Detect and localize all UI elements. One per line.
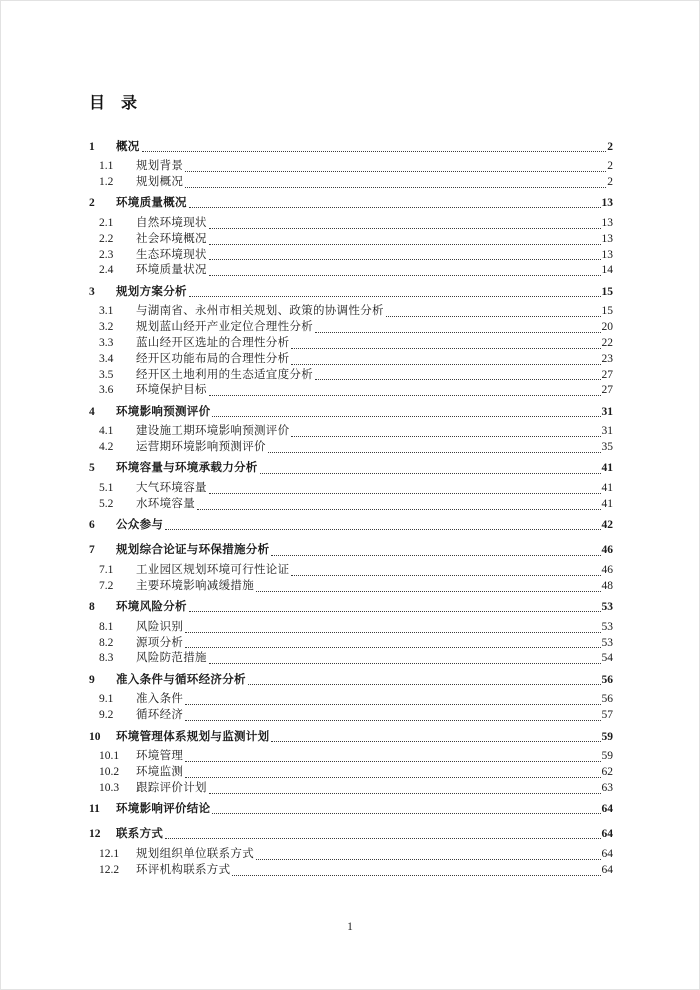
toc-entry-page-number: 2 bbox=[607, 140, 613, 153]
toc-entry-number: 4 bbox=[89, 405, 95, 418]
toc-entry-number: 2.2 bbox=[99, 232, 114, 245]
toc-entry-page-number: 15 bbox=[601, 285, 613, 298]
toc-entry-page-number: 13 bbox=[601, 197, 613, 210]
toc-entry-title: 环境管理 bbox=[136, 750, 184, 763]
toc-entry-title: 运营期环境影响预测评价 bbox=[136, 441, 266, 454]
toc-entry-title: 经开区功能布局的合理性分析 bbox=[136, 352, 290, 365]
toc-entry-page-number: 63 bbox=[601, 781, 613, 794]
toc-entry-page-number: 20 bbox=[601, 321, 613, 334]
toc-dotted-leader bbox=[197, 509, 601, 510]
toc-dotted-leader bbox=[185, 761, 600, 762]
toc-entry-page-number: 31 bbox=[601, 405, 613, 418]
toc-entry-title: 环境管理体系规划与监测计划 bbox=[116, 730, 270, 743]
toc-dotted-leader bbox=[185, 171, 606, 172]
toc-dotted-leader bbox=[271, 741, 600, 742]
toc-dotted-leader bbox=[232, 875, 600, 876]
toc-dotted-leader bbox=[271, 555, 600, 556]
toc-dotted-leader bbox=[256, 859, 601, 860]
toc-entry-number: 4.2 bbox=[99, 441, 114, 454]
toc-entry-8.2[interactable] bbox=[89, 636, 613, 652]
toc-entry-number: 2.3 bbox=[99, 248, 114, 261]
toc-dotted-leader bbox=[209, 395, 601, 396]
toc-entry-page-number: 42 bbox=[601, 519, 613, 532]
toc-entry-title: 源项分析 bbox=[136, 636, 184, 649]
toc-entry-title: 环境影响预测评价 bbox=[116, 405, 211, 418]
toc-entry-number: 1 bbox=[89, 140, 95, 153]
toc-entry-5[interactable] bbox=[89, 460, 613, 476]
toc-entry-title: 环境影响评价结论 bbox=[116, 803, 211, 816]
toc-entry-number: 6 bbox=[89, 519, 95, 532]
toc-entry-3.6[interactable] bbox=[89, 383, 613, 399]
toc-entry-12[interactable] bbox=[89, 826, 613, 842]
footer-page-number: 1 bbox=[347, 921, 353, 933]
toc-dotted-leader bbox=[209, 275, 601, 276]
toc-entry-5.1[interactable] bbox=[89, 481, 613, 497]
toc-entry-page-number: 15 bbox=[601, 305, 613, 318]
toc-entry-number: 1.2 bbox=[99, 175, 114, 188]
toc-dotted-leader bbox=[268, 452, 601, 453]
toc-entry-page-number: 31 bbox=[601, 425, 613, 438]
toc-entry-number: 1.1 bbox=[99, 160, 114, 173]
toc-dotted-leader bbox=[185, 632, 600, 633]
toc-entry-title: 水环境容量 bbox=[136, 497, 195, 510]
toc-entry-number: 10.2 bbox=[99, 766, 120, 778]
toc-entry-number: 9 bbox=[89, 673, 95, 686]
toc-entry-10.3[interactable] bbox=[89, 781, 613, 797]
toc-entry-page-number: 22 bbox=[601, 336, 613, 349]
toc-entry-9.2[interactable] bbox=[89, 708, 613, 724]
toc-entry-title: 风险识别 bbox=[136, 620, 184, 633]
toc-entry-page-number: 41 bbox=[601, 497, 613, 510]
toc-dotted-leader bbox=[209, 228, 601, 229]
toc-entry-number: 9.1 bbox=[99, 693, 114, 706]
toc-entry-title: 风险防范措施 bbox=[136, 652, 207, 665]
toc-entry-page-number: 64 bbox=[601, 803, 613, 816]
toc-dotted-leader bbox=[142, 151, 607, 152]
toc-entry-3.3[interactable] bbox=[89, 336, 613, 352]
toc-dotted-leader bbox=[185, 187, 606, 188]
toc-entry-number: 10.3 bbox=[99, 781, 120, 794]
toc-entry-number: 10.1 bbox=[99, 750, 120, 763]
toc-entry-3.5[interactable] bbox=[89, 368, 613, 384]
toc-entry-title: 工业园区规划环境可行性论证 bbox=[136, 564, 290, 577]
toc-entry-number: 5.1 bbox=[99, 482, 114, 495]
toc-entry-1.2[interactable] bbox=[89, 175, 613, 191]
toc-entry-number: 3.3 bbox=[99, 336, 114, 349]
toc-dotted-leader bbox=[291, 575, 600, 576]
toc-entry-page-number: 62 bbox=[601, 766, 613, 778]
toc-dotted-leader bbox=[189, 611, 601, 612]
toc-entry-title: 准入条件与循环经济分析 bbox=[116, 673, 246, 686]
toc-entry-10.2[interactable] bbox=[89, 765, 613, 781]
toc-entry-title: 概况 bbox=[116, 140, 140, 153]
toc-entry-page-number: 14 bbox=[601, 264, 613, 277]
toc-entry-page-number: 64 bbox=[601, 828, 613, 841]
toc-entry-number: 3.2 bbox=[99, 321, 114, 334]
toc-entry-number: 5 bbox=[89, 462, 95, 475]
toc-entry-title: 规划方案分析 bbox=[116, 285, 187, 298]
toc-entry-page-number: 13 bbox=[601, 232, 613, 245]
toc-entry-number: 7 bbox=[89, 544, 95, 557]
toc-entry-number: 2.4 bbox=[99, 264, 114, 277]
toc-dotted-leader bbox=[185, 777, 600, 778]
toc-dotted-leader bbox=[209, 244, 601, 245]
toc-entry-number: 3 bbox=[89, 285, 95, 298]
toc-entry-title: 环境保护目标 bbox=[136, 384, 207, 397]
toc-entry-page-number: 23 bbox=[601, 352, 613, 365]
toc-entry-page-number: 59 bbox=[601, 750, 613, 763]
toc-entry-3.2[interactable] bbox=[89, 320, 613, 336]
toc-dotted-leader bbox=[212, 416, 600, 417]
toc-dotted-leader bbox=[248, 684, 601, 685]
toc-entry-page-number: 41 bbox=[601, 462, 613, 475]
toc-entry-7.1[interactable] bbox=[89, 563, 613, 579]
toc-title: 目 录 bbox=[89, 95, 138, 112]
toc-entry-page-number: 56 bbox=[601, 693, 613, 706]
toc-entry-page-number: 48 bbox=[601, 579, 613, 592]
toc-dotted-leader bbox=[189, 296, 601, 297]
toc-entry-page-number: 46 bbox=[601, 564, 613, 577]
toc-entry-number: 8 bbox=[89, 601, 95, 614]
toc-entry-title: 蓝山经开区选址的合理性分析 bbox=[136, 336, 290, 349]
toc-entry-number: 8.1 bbox=[99, 620, 114, 633]
toc-entry-page-number: 27 bbox=[601, 368, 613, 381]
toc-entry-2[interactable] bbox=[89, 195, 613, 211]
toc-dotted-leader bbox=[315, 379, 601, 380]
toc-entry-number: 9.2 bbox=[99, 709, 114, 722]
toc-entry-number: 12.1 bbox=[99, 847, 120, 860]
toc-entry-2.4[interactable] bbox=[89, 263, 613, 279]
toc-entry-10[interactable] bbox=[89, 729, 613, 745]
toc-dotted-leader bbox=[165, 529, 600, 530]
toc-entry-number: 12.2 bbox=[99, 863, 120, 876]
toc-entry-page-number: 59 bbox=[601, 730, 613, 743]
toc-entry-number: 3.6 bbox=[99, 384, 114, 397]
toc-entry-title: 社会环境概况 bbox=[136, 232, 207, 245]
toc-entry-page-number: 13 bbox=[601, 248, 613, 261]
toc-entry-number: 11 bbox=[89, 803, 100, 816]
toc-entry-title: 与湖南省、永州市相关规划、政策的协调性分析 bbox=[136, 305, 384, 318]
toc-entry-title: 规划组织单位联系方式 bbox=[136, 847, 254, 860]
toc-entry-page-number: 53 bbox=[601, 636, 613, 649]
toc-entry-number: 3.5 bbox=[99, 368, 114, 381]
toc-dotted-leader bbox=[209, 793, 601, 794]
toc-entry-title: 准入条件 bbox=[136, 693, 184, 706]
toc-entry-title: 跟踪评价计划 bbox=[136, 781, 207, 794]
toc-entry-page-number: 64 bbox=[601, 847, 613, 860]
toc-entry-number: 7.1 bbox=[99, 564, 114, 577]
toc-entry-number: 10 bbox=[89, 730, 101, 743]
toc-dotted-leader bbox=[315, 332, 601, 333]
page-footer bbox=[1, 921, 699, 933]
toc-entry-number: 2.1 bbox=[99, 216, 114, 229]
toc-entry-4.1[interactable] bbox=[89, 424, 613, 440]
toc-list bbox=[89, 134, 613, 879]
toc-entry-title: 规划概况 bbox=[136, 175, 184, 188]
toc-entry-title: 环境容量与环境承载力分析 bbox=[116, 462, 258, 475]
toc-entry-page-number: 2 bbox=[607, 160, 613, 173]
toc-entry-title: 生态环境现状 bbox=[136, 248, 207, 261]
toc-entry-page-number: 2 bbox=[607, 175, 613, 188]
toc-dotted-leader bbox=[185, 720, 600, 721]
toc-dotted-leader bbox=[185, 704, 600, 705]
toc-entry-8.3[interactable] bbox=[89, 651, 613, 667]
toc-entry-title: 主要环境影响减缓措施 bbox=[136, 579, 254, 592]
toc-dotted-leader bbox=[256, 591, 601, 592]
toc-dotted-leader bbox=[212, 813, 600, 814]
toc-entry-2.2[interactable] bbox=[89, 232, 613, 248]
toc-dotted-leader bbox=[185, 647, 600, 648]
toc-entry-page-number: 56 bbox=[601, 673, 613, 686]
toc-entry-1.1[interactable] bbox=[89, 159, 613, 175]
toc-entry-page-number: 64 bbox=[601, 863, 613, 876]
toc-entry-title: 大气环境容量 bbox=[136, 482, 207, 495]
toc-entry-11[interactable] bbox=[89, 801, 613, 817]
toc-dotted-leader bbox=[386, 316, 601, 317]
toc-entry-10.1[interactable] bbox=[89, 749, 613, 765]
toc-entry-title: 规划蓝山经开产业定位合理性分析 bbox=[136, 321, 313, 334]
toc-entry-number: 5.2 bbox=[99, 497, 114, 510]
toc-dotted-leader bbox=[189, 207, 601, 208]
toc-entry-4.2[interactable] bbox=[89, 440, 613, 456]
toc-entry-9[interactable] bbox=[89, 672, 613, 688]
toc-entry-5.2[interactable] bbox=[89, 497, 613, 513]
toc-entry-title: 环境监测 bbox=[136, 766, 184, 778]
toc-entry-1[interactable] bbox=[89, 139, 613, 155]
toc-entry-number: 4.1 bbox=[99, 425, 114, 438]
toc-entry-page-number: 35 bbox=[601, 441, 613, 454]
toc-dotted-leader bbox=[209, 259, 601, 260]
toc-entry-9.1[interactable] bbox=[89, 692, 613, 708]
toc-entry-4[interactable] bbox=[89, 404, 613, 420]
toc-dotted-leader bbox=[209, 663, 601, 664]
toc-entry-title: 循环经济 bbox=[136, 709, 184, 722]
toc-entry-page-number: 13 bbox=[601, 216, 613, 229]
toc-entry-number: 7.2 bbox=[99, 579, 114, 592]
toc-entry-page-number: 54 bbox=[601, 652, 613, 665]
toc-entry-page-number: 53 bbox=[601, 620, 613, 633]
toc-entry-title: 自然环境现状 bbox=[136, 216, 207, 229]
toc-entry-title: 联系方式 bbox=[116, 828, 164, 841]
toc-entry-title: 建设施工期环境影响预测评价 bbox=[136, 425, 290, 438]
toc-entry-7.2[interactable] bbox=[89, 579, 613, 595]
toc-entry-2.1[interactable] bbox=[89, 216, 613, 232]
toc-entry-page-number: 41 bbox=[601, 482, 613, 495]
toc-entry-8[interactable] bbox=[89, 599, 613, 615]
toc-entry-title: 公众参与 bbox=[116, 519, 164, 532]
toc-entry-2.3[interactable] bbox=[89, 248, 613, 264]
toc-entry-8.1[interactable] bbox=[89, 620, 613, 636]
toc-entry-6[interactable] bbox=[89, 517, 613, 533]
toc-entry-page-number: 46 bbox=[601, 544, 613, 557]
toc-entry-title: 环境风险分析 bbox=[116, 601, 187, 614]
toc-entry-3.1[interactable] bbox=[89, 304, 613, 320]
toc-entry-number: 8.3 bbox=[99, 652, 114, 665]
toc-dotted-leader bbox=[260, 473, 601, 474]
toc-dotted-leader bbox=[291, 364, 600, 365]
toc-dotted-leader bbox=[291, 348, 600, 349]
toc-entry-title: 环境质量概况 bbox=[116, 197, 187, 210]
toc-entry-title: 规划背景 bbox=[136, 160, 184, 173]
toc-entry-page-number: 53 bbox=[601, 601, 613, 614]
toc-entry-page-number: 57 bbox=[601, 709, 613, 722]
toc-entry-title: 环境质量状况 bbox=[136, 264, 207, 277]
toc-entry-number: 3.1 bbox=[99, 305, 114, 318]
toc-entry-3.4[interactable] bbox=[89, 352, 613, 368]
toc-dotted-leader bbox=[291, 436, 600, 437]
toc-entry-number: 12 bbox=[89, 828, 101, 841]
toc-entry-3[interactable] bbox=[89, 284, 613, 300]
toc-entry-number: 2 bbox=[89, 197, 95, 210]
toc-entry-title: 环评机构联系方式 bbox=[136, 863, 231, 876]
toc-entry-7[interactable] bbox=[89, 542, 613, 558]
toc-dotted-leader bbox=[165, 838, 600, 839]
toc-entry-page-number: 27 bbox=[601, 384, 613, 397]
toc-entry-12.1[interactable] bbox=[89, 847, 613, 863]
toc-dotted-leader bbox=[209, 493, 601, 494]
toc-entry-title: 经开区土地利用的生态适宜度分析 bbox=[136, 368, 313, 381]
toc-entry-title: 规划综合论证与环保措施分析 bbox=[116, 544, 270, 557]
toc-entry-number: 3.4 bbox=[99, 352, 114, 365]
toc-entry-number: 8.2 bbox=[99, 636, 114, 649]
toc-entry-12.2[interactable] bbox=[89, 863, 613, 879]
